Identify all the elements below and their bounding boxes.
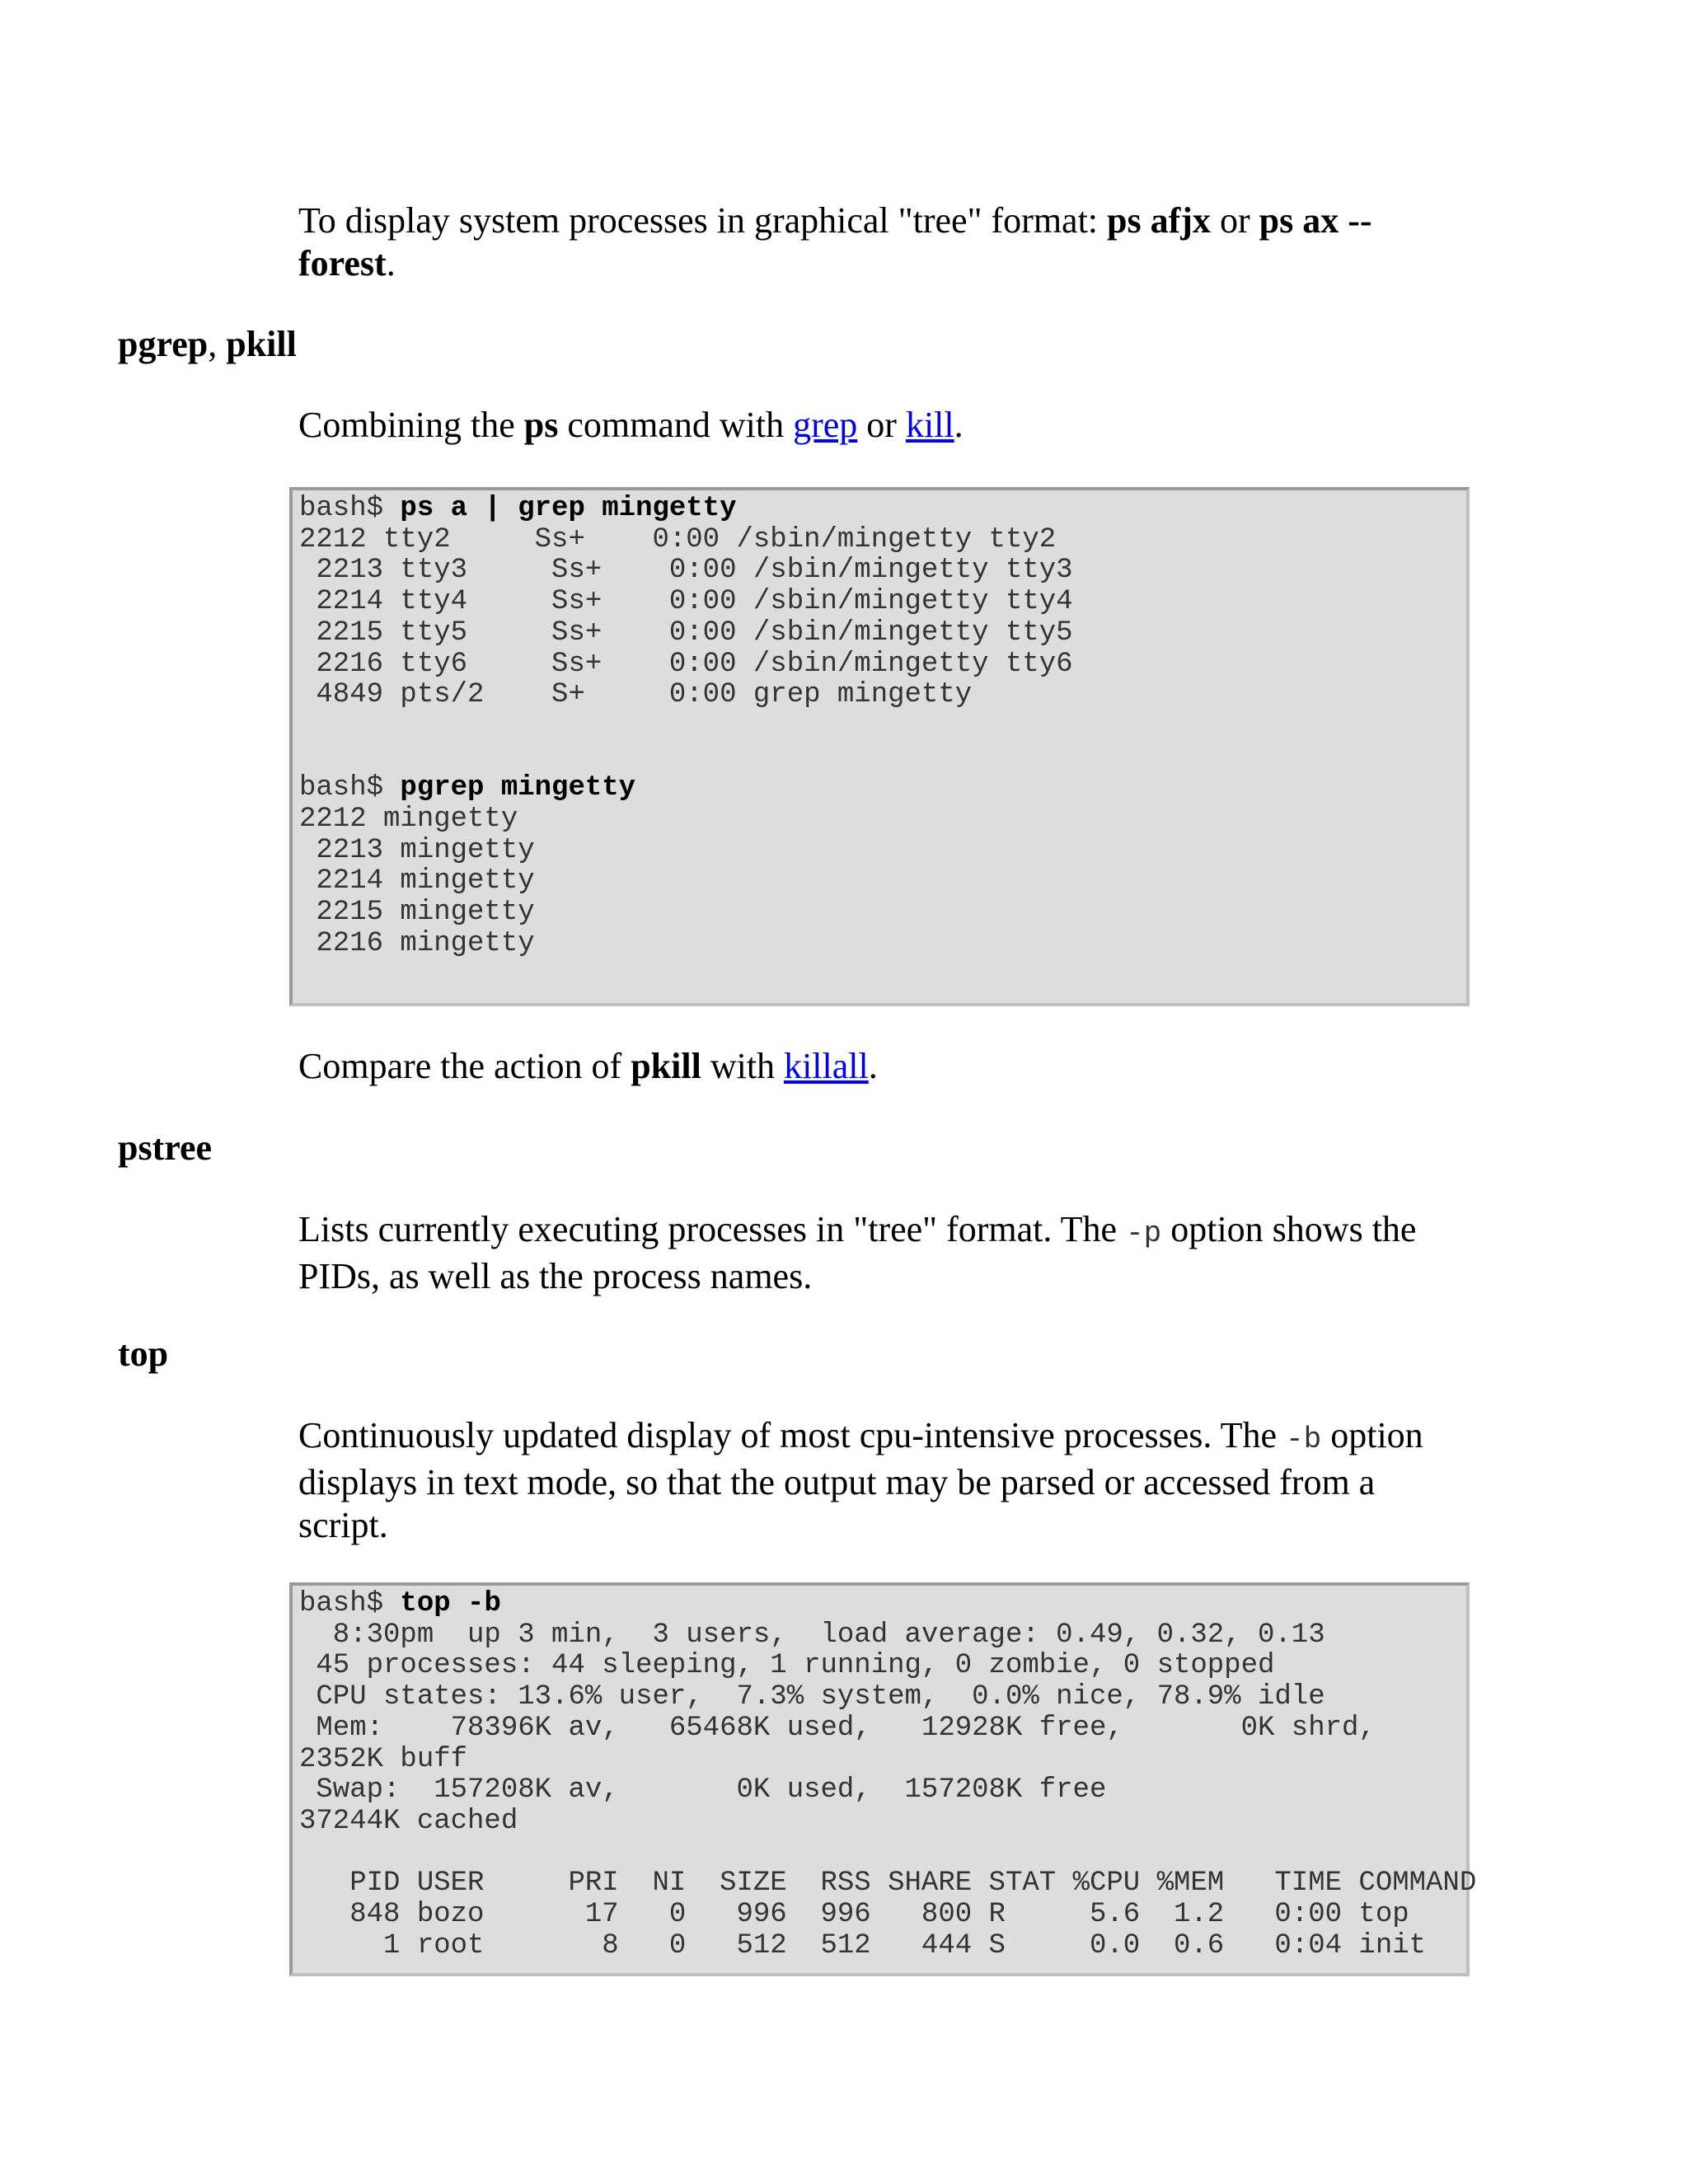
screen-output-top <box>289 1582 1477 1976</box>
term-pgrep-pkill <box>118 323 297 365</box>
paragraph-compare-pkill <box>298 1045 1469 1088</box>
screen-output-pgrep <box>289 487 1470 1006</box>
screen-text <box>293 1586 1477 1961</box>
link-killall[interactable]: killall <box>784 1046 869 1086</box>
paragraph-text: . <box>386 243 396 284</box>
link-kill[interactable]: kill <box>905 405 954 445</box>
paragraph-top <box>298 1414 1469 1547</box>
term-separator: , <box>208 324 227 364</box>
paragraph-text: . <box>868 1046 878 1086</box>
paragraph-text: To display system processes in graphical "tree" format: <box>298 200 1108 241</box>
command-output: 8:30pm up 3 min, 3 users, load average: 0.49, 0.32, 0.13 45 processes: 44 sleeping, 1 running, 0 zombie, 0 stopped CPU states: 13.6% user, 7.3% system, 0.0% nice, 78.9% idle Mem: 78396K av, 65468K used, 12928K free, 0K shrd, 2352K buff Swap: 157208K av, 0K used, 157208K free 37244K cached PID USER PRI NI SIZE RSS SHARE STAT %CPU %MEM TIME COMMAND 848 bozo 17 0 996 996 800 R 5.6 1.2 0:00 top 1 root 8 0 512 512 444 S 0.0 0.6 0:04 init <box>299 1619 1477 1961</box>
term-top: top <box>118 1333 169 1374</box>
shell-prompt: bash$ <box>299 1588 401 1619</box>
command-ps-ax-forest: ps ax --forest <box>298 200 1372 284</box>
option-p: -p <box>1126 1216 1162 1250</box>
command-ps-afjx: ps afjx <box>1107 200 1211 241</box>
shell-prompt: bash$ <box>299 772 401 804</box>
paragraph-ps-tree <box>298 199 1469 285</box>
paragraph-text: . <box>954 405 964 445</box>
term-pgrep: pgrep <box>118 324 209 364</box>
shell-command: ps a | grep mingetty <box>400 493 737 524</box>
paragraph-text: or <box>857 405 906 445</box>
link-grep[interactable]: grep <box>793 405 858 445</box>
command-ps: ps <box>523 405 559 445</box>
shell-prompt: bash$ <box>299 493 401 524</box>
paragraph-combining <box>298 404 1469 447</box>
paragraph-text: Combining the <box>298 405 524 445</box>
paragraph-text: option displays in text mode, so that the output may be parsed or accessed from a script. <box>298 1415 1423 1545</box>
command-pkill: pkill <box>631 1046 701 1086</box>
paragraph-text: with <box>701 1046 785 1086</box>
option-b: -b <box>1286 1422 1322 1456</box>
screen-text <box>293 490 1466 960</box>
paragraph-text: Compare the action of <box>298 1046 631 1086</box>
paragraph-text: Lists currently executing processes in "tree" format. The <box>298 1209 1127 1249</box>
term-pstree: pstree <box>118 1127 213 1168</box>
paragraph-text: Continuously updated display of most cpu-intensive processes. The <box>298 1415 1287 1455</box>
shell-command: top -b <box>400 1588 501 1619</box>
term-pkill: pkill <box>226 324 297 364</box>
paragraph-text: option shows the PIDs, as well as the process names. <box>298 1209 1417 1296</box>
paragraph-text: command with <box>558 405 794 445</box>
paragraph-pstree <box>298 1208 1469 1298</box>
command-output: 2212 mingetty 2213 mingetty 2214 mingetty 2215 mingetty 2216 mingetty <box>299 804 535 959</box>
shell-command: pgrep mingetty <box>400 772 636 804</box>
command-output: 2212 tty2 Ss+ 0:00 /sbin/mingetty tty2 2213 tty3 Ss+ 0:00 /sbin/mingetty tty3 2214 tty4 Ss+ 0:00 /sbin/mingetty tty4 2215 tty5 Ss+ 0:00 /sbin/mingetty tty5 2216 tty6 Ss+ 0:00 /sbin/mingetty tty6 4849 pts/2 S+ 0:00 grep mingetty <box>299 523 1073 711</box>
paragraph-text: or <box>1210 200 1259 241</box>
